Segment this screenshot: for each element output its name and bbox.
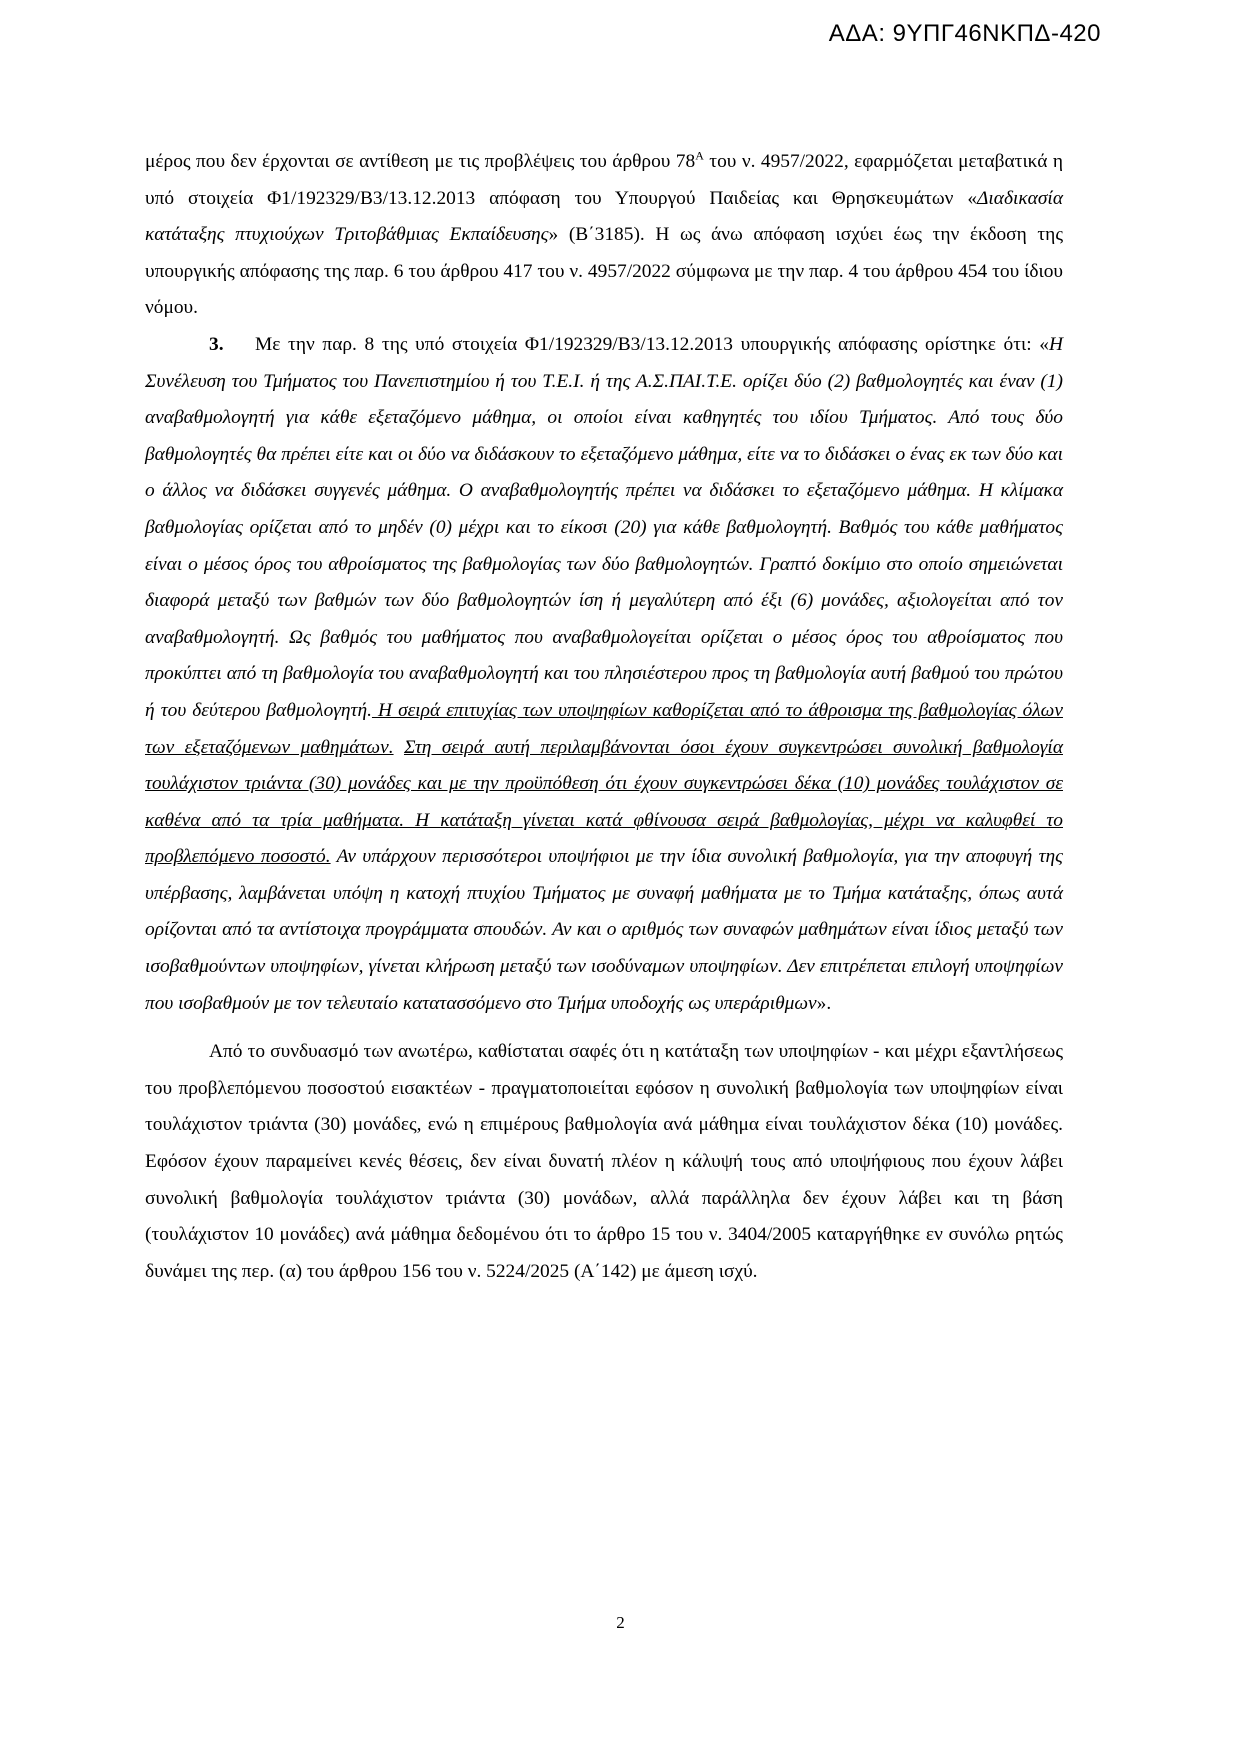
- paragraph-1-text-b: του ν. 4957/2022, εφαρμόζεται μεταβατικά η υπό στοιχεία Φ1/192329/Β3/13.12.2013 απόφαση του Υπουργού Παιδείας και Θρησκευμάτων «: [145, 151, 1063, 209]
- quoted-space: [394, 737, 404, 758]
- paragraph-1-text-a: μέρος που δεν έρχονται σε αντίθεση με τις προβλέψεις του άρθρου 78: [145, 151, 696, 172]
- page-number: 2: [616, 1613, 625, 1632]
- article-superscript: Α: [695, 148, 704, 163]
- paragraph-1-text-c: » (Β΄3185). Η ως άνω απόφαση ισχύει έως την έκδοση της υπουργικής απόφασης της παρ. 6 του άρθρου 417 του ν. 4957/2022 σύμφωνα με την παρ. 4 του άρθρου 454 του ίδιου νόμου.: [145, 224, 1063, 319]
- quoted-text-2: Αν υπάρχουν περισσότεροι υποψήφιοι με την ίδια συνολική βαθμολογία, για την αποφυγή της υπέρβασης, λαμβάνεται υπόψη η κατοχή πτυχίου Τμήματος με συναφή μαθήματα με το Τμήμα κατάταξης, όπως αυτά ορίζονται από τα αντίστοιχα προγράμματα σπουδών. Αν και ο αριθμός των συναφών μαθημάτων είναι ίδιος μεταξύ των ισοβαθμούντων υποψηφίων, γίνεται κλήρωση μεταξύ των ισοδύναμων υποψηφίων. Δεν επιτρέπεται επιλογή υποψηφίων που ισοβαθμούν με τον τελευταίο κατατασσόμενο στο Τμήμα υποδοχής ως υπεράριθμων: [145, 846, 1063, 1014]
- paragraph-1: [145, 144, 1063, 327]
- paragraph-2: [145, 327, 1063, 1022]
- underlined-quote-2: Στη σειρά αυτή περιλαμβάνονται όσοι έχουν συγκεντρώσει συνολική βαθμολογία τουλάχιστον τριάντα (30) μονάδες και με την προϋπόθεση ότι έχουν συγκεντρώσει δέκα (10) μονάδες τουλάχιστον σε καθένα από τα τρία μαθήματα. Η κατάταξη γίνεται κατά φθίνουσα σειρά βαθμολογίας, μέχρι να καλυφθεί το προβλεπόμενο ποσοστό.: [145, 736, 1063, 868]
- paragraph-3: Από το συνδυασμό των ανωτέρω, καθίσταται σαφές ότι η κατάταξη των υποψηφίων - και μέχρι εξαντλήσεως του προβλεπόμενου ποσοστού εισακτέων - πραγματοποιείται εφόσον η συνολική βαθμολογία των υποψηφίων είναι τουλάχιστον τριάντα (30) μονάδες, ενώ η επιμέρους βαθμολογία ανά μάθημα είναι τουλάχιστον δέκα (10) μονάδες. Εφόσον έχουν παραμείνει κενές θέσεις, δεν είναι δυνατή πλέον η κάλυψή τους από υποψήφιους που έχουν λάβει συνολική βαθμολογία τουλάχιστον τριάντα (30) μονάδων, αλλά παράλληλα δεν έχουν λάβει και τη βάση (τουλάχιστον 10 μονάδες) ανά μάθημα δεδομένου ότι το άρθρο 15 του ν. 3404/2005 καταργήθηκε εν συνόλω ρητώς δυνάμει της περ. (α) του άρθρου 156 του ν. 5224/2025 (Α΄142) με άμεση ισχύ.: [145, 1041, 1063, 1282]
- decision-title: Διαδικασία κατάταξης πτυχιούχων Τριτοβάθμιας Εκπαίδευσης: [145, 187, 1063, 246]
- underlined-quote-1: Η σειρά επιτυχίας των υποψηφίων καθορίζεται από το άθροισμα της βαθμολογίας όλων των εξεταζόμενων μαθημάτων.: [145, 699, 1063, 758]
- document-body: [145, 144, 1063, 1290]
- paragraph-2-intro: Με την παρ. 8 της υπό στοιχεία Φ1/192329/Β3/13.12.2013 υπουργικής απόφασης ορίστηκε ότι: «: [255, 333, 1049, 355]
- ada-code: ΑΔΑ: 9ΥΠΓ46ΝΚΠΔ-420: [828, 20, 1101, 47]
- paragraph-number: 3.: [209, 333, 224, 355]
- quote-close: ».: [816, 992, 832, 1014]
- quoted-text-1: Η Συνέλευση του Τμήματος του Πανεπιστημίου ή του Τ.Ε.Ι. ή της Α.Σ.ΠΑΙ.Τ.Ε. ορίζει δύο (2) βαθμολογητές και έναν (1) αναβαθμολογητή για κάθε εξεταζόμενο μάθημα, οι οποίοι είναι καθηγητές του ιδίου Τμήματος. Από τους δύο βαθμολογητές θα πρέπει είτε και οι δύο να διδάσκουν το εξεταζόμενο μάθημα, είτε να το διδάσκει ο ένας εκ των δύο και ο άλλος να διδάσκει συγγενές μάθημα. Ο αναβαθμολογητής πρέπει να διδάσκει το εξεταζόμενο μάθημα. Η κλίμακα βαθμολογίας ορίζεται από το μηδέν (0) μέχρι και το είκοσι (20) για κάθε βαθμολογητή. Βαθμός του κάθε μαθήματος είναι ο μέσος όρος του αθροίσματος της βαθμολογίας των δύο βαθμολογητών. Γραπτό δοκίμιο στο οποίο σημειώνεται διαφορά μεταξύ των βαθμών των δύο βαθμολογητών ίση ή μεγαλύτερη από έξι (6) μονάδες, αξιολογείται από τον αναβαθμολογητή. Ως βαθμός του μαθήματος που αναβαθμολογείται ορίζεται ο μέσος όρος του αθροίσματος που προκύπτει από τη βαθμολογία του αναβαθμολογητή και του πλησιέστερου προς τη βαθμολογία αυτή βαθμού του πρώτου ή του δεύτερου βαθμολογητή.: [145, 333, 1063, 721]
